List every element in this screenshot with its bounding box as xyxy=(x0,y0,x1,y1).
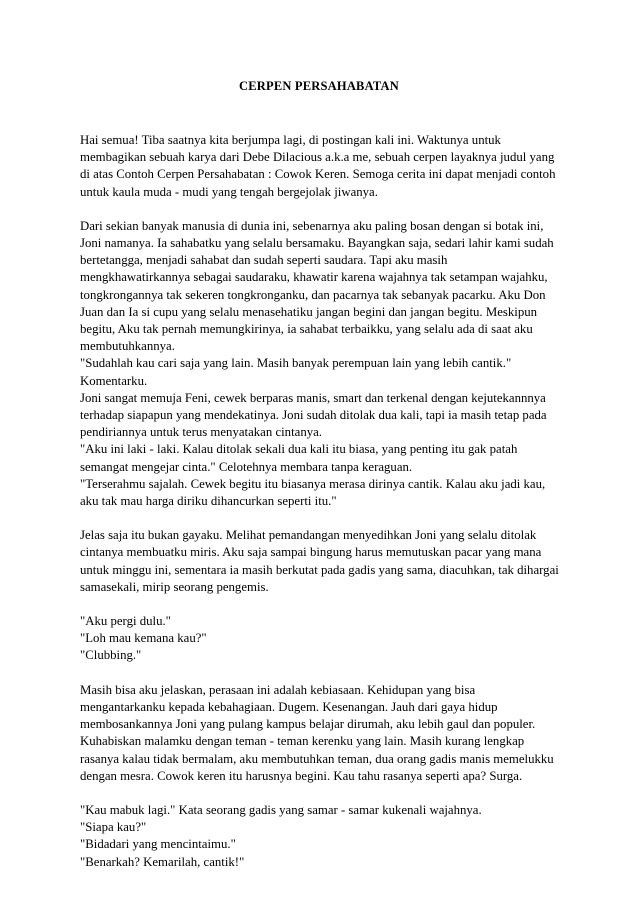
document-body xyxy=(80,132,560,888)
text-line: Kuhabiskan malamku dengan teman - teman kerenku yang lain. Masih kurang lengkap xyxy=(80,734,525,749)
text-line: begitu, Aku tak pernah memungkirinya, ia sahabat terbaikku, yang selalu ada di saat aku xyxy=(80,322,533,337)
text-line: "Sudahlah kau cari saja yang lain. Masih banyak perempuan lain yang lebih cantik." xyxy=(80,356,512,371)
text-line: tongkrongannya tak sekeren tongkronganku, dan pacarnya tak sebanyak pacarku. Aku Don xyxy=(80,287,546,302)
text-line: "Benarkah? Kemarilah, cantik!" xyxy=(80,854,245,869)
text-line: mengantarkanku kepada kebahagiaan. Dugem. Kesenangan. Jauh dari gaya hidup xyxy=(80,699,498,714)
text-line: "Terserahmu sajalah. Cewek begitu itu biasanya merasa dirinya cantik. Kalau aku jadi kau, xyxy=(80,476,546,491)
text-line: Joni sangat memuja Feni, cewek berparas manis, smart dan terkenal dengan kejutekannnya xyxy=(80,390,546,405)
paragraph xyxy=(80,218,560,510)
text-line: Juan dan Ia si cupu yang selalu menasehatiku jangan begini dan jangan begitu. Meskipun xyxy=(80,304,538,319)
text-line: dengan mesra. Cowok keren itu harusnya begini. Kau tahu rasanya seperti apa? Surga. xyxy=(80,768,523,783)
paragraph xyxy=(80,613,560,665)
paragraph xyxy=(80,682,560,785)
text-line: Dari sekian banyak manusia di dunia ini, sebenarnya aku paling bosan dengan si botak ini, xyxy=(80,218,544,233)
text-line: semangat mengejar cinta." Celotehnya membara tanpa keraguan. xyxy=(80,459,413,474)
text-line: "Aku ini laki - laki. Kalau ditolak sekali dua kali itu biasa, yang penting itu gak patah xyxy=(80,442,518,457)
text-line: "Clubbing." xyxy=(80,648,142,663)
text-line: "Kau mabuk lagi." Kata seorang gadis yang samar - samar kukenali wajahnya. xyxy=(80,802,482,817)
paragraph xyxy=(80,132,560,201)
text-line: "Aku pergi dulu." xyxy=(80,614,171,629)
text-line: membutuhkannya. xyxy=(80,339,175,354)
text-line: Joni namanya. Ia sahabatku yang selalu bersamaku. Bayangkan saja, sedari lahir kami sudah xyxy=(80,236,554,251)
text-line: samasekali, mirip seorang pengemis. xyxy=(80,579,269,594)
text-line: bertetangga, menjadi sahabat dan sudah seperti saudara. Tapi aku masih xyxy=(80,253,448,268)
text-line: pendiriannya untuk terus menyatakan cintanya. xyxy=(80,425,322,440)
text-line: Masih bisa aku jelaskan, perasaan ini adalah kebiasaan. Kehidupan yang bisa xyxy=(80,682,476,697)
text-line: rasanya kalau tidak bermalam, aku membutuhkan teman, dua orang gadis manis memelukku xyxy=(80,751,554,766)
text-line: cintanya membuatku miris. Aku saja sampai bingung harus memutuskan pacar yang mana xyxy=(80,545,542,560)
paragraph xyxy=(80,802,560,871)
text-line: terhadap siapapun yang mendekatinya. Joni sudah ditolak dua kali, tapi ia masih tetap pada xyxy=(80,408,547,423)
text-line: untuk minggu ini, sementara ia masih berkutat pada gadis yang sama, diacuhkan, tak dihargai xyxy=(80,562,559,577)
text-line: di atas Contoh Cerpen Persahabatan : Cowok Keren. Semoga cerita ini dapat menjadi contoh xyxy=(80,167,556,182)
text-line: untuk kaula muda - mudi yang tengah bergejolak jiwanya. xyxy=(80,184,378,199)
text-line: Hai semua! Tiba saatnya kita berjumpa lagi, di postingan kali ini. Waktunya untuk xyxy=(80,133,501,147)
text-line: membosankannya Joni yang pulang kampus belajar dirumah, aku lebih gaul dan populer. xyxy=(80,717,536,732)
text-line: mengkhawatirkannya sebagai saudaraku, khawatir karena wajahnya tak setampan wajahku, xyxy=(80,270,548,285)
document-title: CERPEN PERSAHABATAN xyxy=(239,79,399,93)
text-line: aku tak mau harga diriku dihancurkan seperti itu." xyxy=(80,494,337,509)
text-line: "Siapa kau?" xyxy=(80,820,147,835)
text-line: membagikan sebuah karya dari Debe Dilacious a.k.a me, sebuah cerpen layaknya judul yang xyxy=(80,150,555,165)
text-line: "Loh mau kemana kau?" xyxy=(80,631,207,646)
text-line: "Bidadari yang mencintaimu." xyxy=(80,837,236,852)
text-line: Komentarku. xyxy=(80,373,148,388)
paragraph xyxy=(80,527,560,596)
text-line: Jelas saja itu bukan gayaku. Melihat pemandangan menyedihkan Joni yang selalu ditolak xyxy=(80,528,537,543)
